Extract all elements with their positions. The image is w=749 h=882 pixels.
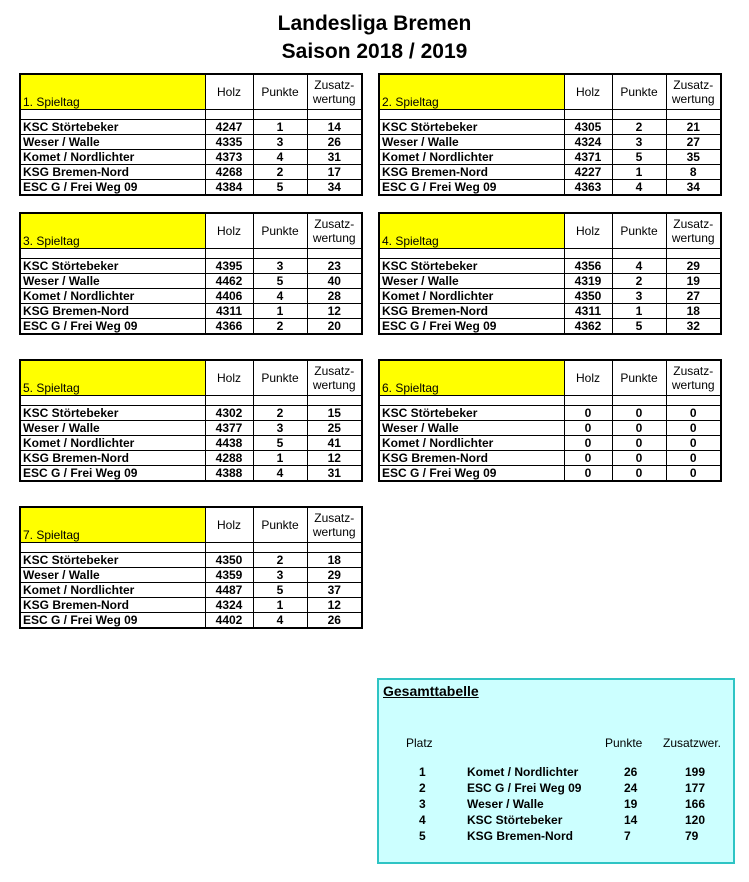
spieltag-name: 4. Spieltag	[379, 213, 564, 249]
holz-value: 4268	[205, 165, 253, 180]
punkte-value: 5	[253, 436, 307, 451]
zusatz-value: 29	[666, 259, 721, 274]
header-holz: Holz	[205, 360, 253, 396]
spieltag-name: 6. Spieltag	[379, 360, 564, 396]
header-punkte: Punkte	[612, 213, 666, 249]
punkte-value: 0	[612, 406, 666, 421]
table-row	[20, 583, 362, 598]
table-row	[379, 304, 721, 319]
header-zusatzwertung	[307, 74, 362, 110]
team-name: KSG Bremen-Nord	[467, 829, 574, 843]
zusatz-value: 28	[307, 289, 362, 304]
punkte-value: 0	[612, 466, 666, 482]
team-name: KSC Störtebeker	[379, 259, 564, 274]
holz-value: 4227	[564, 165, 612, 180]
team-name: Komet / Nordlichter	[20, 583, 205, 598]
punkte-value: 26	[624, 765, 638, 779]
header-zusatz-line2: wertung	[312, 231, 356, 245]
zusatz-value: 0	[666, 466, 721, 482]
punkte-value: 3	[253, 135, 307, 150]
punkte-value: 3	[253, 421, 307, 436]
punkte-value: 2	[253, 553, 307, 568]
holz-value: 4247	[205, 120, 253, 135]
team-name: KSG Bremen-Nord	[20, 165, 205, 180]
header-zusatzwertung	[307, 213, 362, 249]
holz-value: 4438	[205, 436, 253, 451]
team-name: ESC G / Frei Weg 09	[20, 180, 205, 196]
spieltag-name: 2. Spieltag	[379, 74, 564, 110]
header-zusatz-line1: Zusatz-	[314, 364, 355, 378]
team-name: Komet / Nordlichter	[20, 436, 205, 451]
header-zusatz-line1: Zusatz-	[314, 511, 355, 525]
punkte-value: 2	[253, 165, 307, 180]
platz-value: 3	[419, 797, 426, 811]
holz-value: 4373	[205, 150, 253, 165]
team-name: KSC Störtebeker	[20, 553, 205, 568]
zusatz-value: 35	[666, 150, 721, 165]
holz-value: 4402	[205, 613, 253, 629]
header-zusatzwertung	[666, 213, 721, 249]
punkte-value: 4	[253, 150, 307, 165]
spacer-row	[379, 396, 721, 406]
team-name: ESC G / Frei Weg 09	[379, 466, 564, 482]
header-punkte: Punkte	[253, 74, 307, 110]
team-name: KSC Störtebeker	[20, 259, 205, 274]
punkte-value: 3	[612, 135, 666, 150]
table-row	[20, 289, 362, 304]
header-punkte: Punkte	[253, 507, 307, 543]
punkte-value: 0	[612, 436, 666, 451]
team-name: KSG Bremen-Nord	[20, 304, 205, 319]
table-row	[379, 289, 721, 304]
punkte-value: 1	[612, 304, 666, 319]
holz-value: 4462	[205, 274, 253, 289]
team-name: KSG Bremen-Nord	[20, 451, 205, 466]
spieltag-name: 7. Spieltag	[20, 507, 205, 543]
team-name: ESC G / Frei Weg 09	[20, 613, 205, 629]
spieltag-table	[19, 359, 363, 482]
team-name: Weser / Walle	[379, 135, 564, 150]
punkte-value: 5	[612, 319, 666, 335]
holz-value: 4487	[205, 583, 253, 598]
punkte-value: 4	[253, 613, 307, 629]
team-name: Komet / Nordlichter	[467, 765, 579, 779]
header-zusatz-line1: Zusatz-	[314, 217, 355, 231]
spieltag-table	[378, 212, 722, 335]
team-name: Weser / Walle	[20, 421, 205, 436]
header-zusatz-line1: Zusatz-	[314, 78, 355, 92]
header-zusatzwertung	[666, 360, 721, 396]
zusatz-value: 19	[666, 274, 721, 289]
punkte-value: 4	[612, 180, 666, 196]
table-row	[20, 553, 362, 568]
holz-value: 4362	[564, 319, 612, 335]
header-punkte: Punkte	[253, 360, 307, 396]
punkte-value: 2	[612, 274, 666, 289]
table-row	[379, 436, 721, 451]
holz-value: 4377	[205, 421, 253, 436]
holz-value: 4384	[205, 180, 253, 196]
table-row	[20, 319, 362, 335]
zusatz-value: 15	[307, 406, 362, 421]
zusatz-value: 12	[307, 598, 362, 613]
zusatz-value: 0	[666, 406, 721, 421]
header-punkte: Punkte	[612, 360, 666, 396]
header-punkte: Punkte	[605, 736, 643, 750]
holz-value: 0	[564, 436, 612, 451]
team-name: KSG Bremen-Nord	[379, 304, 564, 319]
table-row	[20, 406, 362, 421]
holz-value: 4324	[564, 135, 612, 150]
holz-value: 4359	[205, 568, 253, 583]
punkte-value: 3	[253, 568, 307, 583]
zusatz-value: 8	[666, 165, 721, 180]
spieltag-table	[19, 212, 363, 335]
holz-value: 0	[564, 466, 612, 482]
zusatz-value: 12	[307, 451, 362, 466]
holz-value: 4311	[564, 304, 612, 319]
zusatz-value: 20	[307, 319, 362, 335]
header-zusatz-line1: Zusatz-	[673, 78, 714, 92]
table-row	[20, 304, 362, 319]
punkte-value: 19	[624, 797, 638, 811]
table-row	[20, 451, 362, 466]
punkte-value: 0	[612, 451, 666, 466]
platz-value: 5	[419, 829, 426, 843]
zusatz-value: 29	[307, 568, 362, 583]
zusatz-value: 31	[307, 466, 362, 482]
zusatz-value: 14	[307, 120, 362, 135]
team-name: Komet / Nordlichter	[20, 150, 205, 165]
punkte-value: 3	[612, 289, 666, 304]
gesamt-row	[379, 813, 733, 829]
header-zusatzwertung	[307, 507, 362, 543]
punkte-value: 2	[253, 319, 307, 335]
team-name: KSC Störtebeker	[467, 813, 563, 827]
spieltag-table	[378, 359, 722, 482]
table-row	[20, 165, 362, 180]
header-zusatz-line2: wertung	[312, 378, 356, 392]
holz-value: 0	[564, 451, 612, 466]
holz-value: 4366	[205, 319, 253, 335]
zusatz-value: 12	[307, 304, 362, 319]
page-subtitle: Saison 2018 / 2019	[281, 40, 468, 63]
table-row	[20, 598, 362, 613]
team-name: Komet / Nordlichter	[379, 289, 564, 304]
team-name: Weser / Walle	[467, 797, 544, 811]
team-name: KSG Bremen-Nord	[20, 598, 205, 613]
header-holz: Holz	[564, 213, 612, 249]
zusatz-value: 0	[666, 421, 721, 436]
punkte-value: 1	[612, 165, 666, 180]
zusatz-value: 120	[685, 813, 706, 827]
holz-value: 4311	[205, 304, 253, 319]
holz-value: 4363	[564, 180, 612, 196]
punkte-value: 7	[624, 829, 631, 843]
header-platz: Platz	[406, 736, 433, 750]
punkte-value: 5	[612, 150, 666, 165]
holz-value: 4288	[205, 451, 253, 466]
zusatz-value: 0	[666, 436, 721, 451]
table-row	[379, 259, 721, 274]
zusatz-value: 41	[307, 436, 362, 451]
table-row	[20, 613, 362, 629]
header-zusatz-line2: wertung	[671, 92, 715, 106]
team-name: Komet / Nordlichter	[20, 289, 205, 304]
punkte-value: 14	[624, 813, 638, 827]
team-name: KSC Störtebeker	[379, 120, 564, 135]
punkte-value: 1	[253, 304, 307, 319]
punkte-value: 24	[624, 781, 638, 795]
gesamt-row	[379, 765, 733, 781]
zusatz-value: 23	[307, 259, 362, 274]
zusatz-value: 32	[666, 319, 721, 335]
header-holz: Holz	[205, 507, 253, 543]
team-name: ESC G / Frei Weg 09	[379, 319, 564, 335]
punkte-value: 5	[253, 583, 307, 598]
table-row	[379, 466, 721, 482]
zusatz-value: 31	[307, 150, 362, 165]
header-zusatzwertung: Zusatzwer.	[663, 736, 722, 750]
team-name: Komet / Nordlichter	[379, 436, 564, 451]
spacer-row	[20, 110, 362, 120]
table-row	[20, 466, 362, 482]
table-row	[20, 568, 362, 583]
table-row	[20, 421, 362, 436]
zusatz-value: 27	[666, 135, 721, 150]
gesamttabelle-box	[377, 678, 735, 864]
table-row	[20, 436, 362, 451]
page-title: Landesliga Bremen	[277, 12, 472, 35]
team-name: Weser / Walle	[20, 135, 205, 150]
team-name: ESC G / Frei Weg 09	[379, 180, 564, 196]
table-row	[379, 150, 721, 165]
punkte-value: 0	[612, 421, 666, 436]
team-name: Weser / Walle	[20, 568, 205, 583]
punkte-value: 4	[253, 289, 307, 304]
header-holz: Holz	[564, 360, 612, 396]
team-name: ESC G / Frei Weg 09	[20, 466, 205, 482]
zusatz-value: 79	[685, 829, 699, 843]
header-zusatzwertung	[666, 74, 721, 110]
spacer-row	[379, 249, 721, 259]
spieltag-name: 5. Spieltag	[20, 360, 205, 396]
team-name: KSC Störtebeker	[20, 120, 205, 135]
punkte-value: 4	[612, 259, 666, 274]
table-row	[379, 274, 721, 289]
team-name: KSG Bremen-Nord	[379, 165, 564, 180]
gesamt-row	[379, 781, 733, 797]
zusatz-value: 0	[666, 451, 721, 466]
gesamt-row	[379, 829, 733, 845]
holz-value: 0	[564, 406, 612, 421]
holz-value: 4395	[205, 259, 253, 274]
table-row	[379, 165, 721, 180]
holz-value: 4371	[564, 150, 612, 165]
zusatz-value: 26	[307, 135, 362, 150]
punkte-value: 1	[253, 120, 307, 135]
holz-value: 4356	[564, 259, 612, 274]
table-row	[379, 406, 721, 421]
team-name: KSC Störtebeker	[379, 406, 564, 421]
table-row	[20, 180, 362, 196]
zusatz-value: 21	[666, 120, 721, 135]
holz-value: 4335	[205, 135, 253, 150]
platz-value: 4	[419, 813, 426, 827]
platz-value: 1	[419, 765, 426, 779]
spacer-row	[20, 396, 362, 406]
spacer-row	[379, 110, 721, 120]
zusatz-value: 26	[307, 613, 362, 629]
table-row	[20, 274, 362, 289]
table-row	[20, 150, 362, 165]
holz-value: 4350	[205, 553, 253, 568]
team-name: ESC G / Frei Weg 09	[20, 319, 205, 335]
table-row	[379, 451, 721, 466]
spieltag-name: 1. Spieltag	[20, 74, 205, 110]
header-holz: Holz	[564, 74, 612, 110]
spieltag-name: 3. Spieltag	[20, 213, 205, 249]
team-name: KSC Störtebeker	[20, 406, 205, 421]
zusatz-value: 18	[307, 553, 362, 568]
punkte-value: 5	[253, 180, 307, 196]
table-row	[20, 259, 362, 274]
spieltag-table	[19, 506, 363, 629]
spacer-row	[20, 249, 362, 259]
spieltag-table	[19, 73, 363, 196]
table-row	[379, 180, 721, 196]
zusatz-value: 40	[307, 274, 362, 289]
table-row	[379, 319, 721, 335]
punkte-value: 1	[253, 451, 307, 466]
team-name: Weser / Walle	[379, 421, 564, 436]
table-row	[20, 120, 362, 135]
holz-value: 4324	[205, 598, 253, 613]
punkte-value: 2	[612, 120, 666, 135]
header-zusatz-line1: Zusatz-	[673, 217, 714, 231]
zusatz-value: 37	[307, 583, 362, 598]
zusatz-value: 25	[307, 421, 362, 436]
holz-value: 0	[564, 421, 612, 436]
table-row	[20, 135, 362, 150]
spacer-row	[20, 543, 362, 553]
holz-value: 4350	[564, 289, 612, 304]
header-zusatz-line2: wertung	[671, 231, 715, 245]
holz-value: 4406	[205, 289, 253, 304]
punkte-value: 2	[253, 406, 307, 421]
header-punkte: Punkte	[612, 74, 666, 110]
team-name: Weser / Walle	[20, 274, 205, 289]
punkte-value: 5	[253, 274, 307, 289]
gesamttabelle-title: Gesamttabelle	[383, 683, 479, 699]
holz-value: 4305	[564, 120, 612, 135]
zusatz-value: 177	[685, 781, 706, 795]
holz-value: 4388	[205, 466, 253, 482]
team-name: Komet / Nordlichter	[379, 150, 564, 165]
holz-value: 4302	[205, 406, 253, 421]
holz-value: 4319	[564, 274, 612, 289]
team-name: Weser / Walle	[379, 274, 564, 289]
zusatz-value: 27	[666, 289, 721, 304]
zusatz-value: 18	[666, 304, 721, 319]
header-holz: Holz	[205, 213, 253, 249]
header-zusatz-line2: wertung	[312, 92, 356, 106]
zusatz-value: 34	[307, 180, 362, 196]
zusatz-value: 166	[685, 797, 706, 811]
zusatz-value: 34	[666, 180, 721, 196]
header-zusatz-line2: wertung	[671, 378, 715, 392]
spieltag-table	[378, 73, 722, 196]
gesamt-row	[379, 797, 733, 813]
table-row	[379, 120, 721, 135]
header-zusatzwertung	[307, 360, 362, 396]
platz-value: 2	[419, 781, 426, 795]
header-holz: Holz	[205, 74, 253, 110]
team-name: KSG Bremen-Nord	[379, 451, 564, 466]
team-name: ESC G / Frei Weg 09	[467, 781, 582, 795]
punkte-value: 4	[253, 466, 307, 482]
punkte-value: 1	[253, 598, 307, 613]
header-zusatz-line2: wertung	[312, 525, 356, 539]
punkte-value: 3	[253, 259, 307, 274]
table-row	[379, 135, 721, 150]
zusatz-value: 199	[685, 765, 706, 779]
table-row	[379, 421, 721, 436]
header-zusatz-line1: Zusatz-	[673, 364, 714, 378]
zusatz-value: 17	[307, 165, 362, 180]
header-punkte: Punkte	[253, 213, 307, 249]
